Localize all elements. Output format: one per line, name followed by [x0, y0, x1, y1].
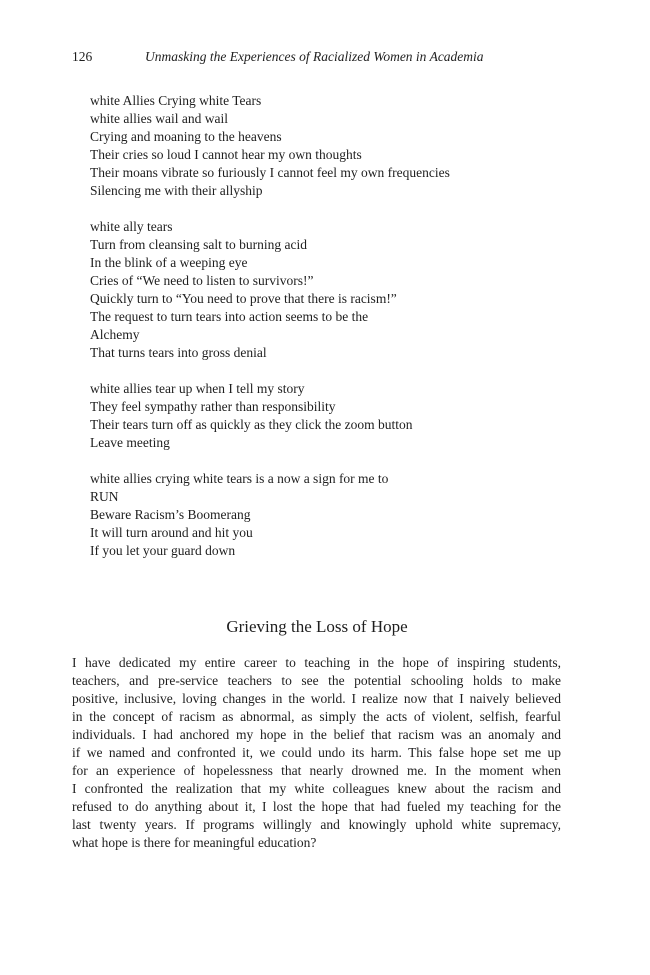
paragraph-line: positive, inclusive, loving changes in the world. I realize now that I naively believed: [72, 691, 561, 706]
poem-line: That turns tears into gross denial: [90, 345, 267, 360]
poem-line: Crying and moaning to the heavens: [90, 129, 282, 144]
poem-line: white Allies Crying white Tears: [90, 93, 262, 108]
body-paragraph: [72, 654, 561, 852]
paragraph-line: last twenty years. If programs willingly and knowingly uphold white supremacy,: [72, 817, 561, 832]
poem-line: The request to turn tears into action seems to be the: [90, 309, 369, 324]
poem-line: white allies tear up when I tell my story: [90, 381, 305, 396]
section-heading: Grieving the Loss of Hope: [226, 617, 408, 636]
poem-line: Quickly turn to “You need to prove that there is racism!”: [90, 291, 397, 306]
poem-stanza: [90, 470, 570, 560]
running-header: [72, 47, 592, 67]
poem-line: white allies wail and wail: [90, 111, 228, 126]
paragraph-line: for an experience of hopelessness that nearly drowned me. In the moment when: [72, 763, 561, 778]
poem-stanza: [90, 92, 570, 200]
poem-line: Silencing me with their allyship: [90, 183, 263, 198]
poem-line: Their tears turn off as quickly as they click the zoom button: [90, 417, 413, 432]
poem-line: Turn from cleansing salt to burning acid: [90, 237, 307, 252]
paragraph-line: in the concept of racism as abnormal, as simply the acts of violent, selfish, fearful: [72, 709, 561, 724]
paragraph-line: teachers, and pre-service teachers to see the potential schooling holds to make: [72, 673, 561, 688]
poem-line: In the blink of a weeping eye: [90, 255, 248, 270]
paragraph-line: individuals. I had anchored my hope in the belief that racism was an anomaly and: [72, 727, 561, 742]
poem-line: Their cries so loud I cannot hear my own thoughts: [90, 147, 362, 162]
poem-line: Beware Racism’s Boomerang: [90, 507, 251, 522]
poem: [90, 92, 570, 578]
poem-line: white allies crying white tears is a now a sign for me to: [90, 471, 389, 486]
paragraph-line: I have dedicated my entire career to teaching in the hope of inspiring students,: [72, 655, 561, 670]
poem-stanza: [90, 380, 570, 452]
poem-line: Leave meeting: [90, 435, 170, 450]
paragraph-line: refused to do anything about it, I lost the hope that had fueled my teaching for the: [72, 799, 561, 814]
paragraph-line: what hope is there for meaningful education?: [72, 835, 317, 850]
poem-line: If you let your guard down: [90, 543, 236, 558]
poem-line: Alchemy: [90, 327, 140, 342]
paragraph-line: I confronted the realization that my white colleagues knew about the racism and: [72, 781, 561, 796]
running-title: Unmasking the Experiences of Racialized Women in Academia: [145, 49, 484, 64]
poem-line: Cries of “We need to listen to survivors!”: [90, 273, 314, 288]
poem-stanza: [90, 218, 570, 362]
paragraph-line: if we named and confronted it, we could undo its harm. This false hope set me up: [72, 745, 561, 760]
poem-line: white ally tears: [90, 219, 173, 234]
poem-line: They feel sympathy rather than responsibility: [90, 399, 336, 414]
poem-line: RUN: [90, 489, 119, 504]
poem-line: Their moans vibrate so furiously I cannot feel my own frequencies: [90, 165, 450, 180]
poem-line: It will turn around and hit you: [90, 525, 253, 540]
page-number: 126: [72, 49, 93, 64]
